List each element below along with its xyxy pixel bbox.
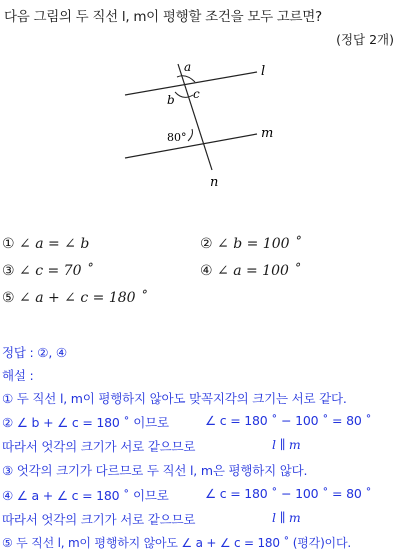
option-number: ③ (2, 263, 15, 279)
explanation-line: ② ∠ b + ∠ c = 180 ˚ 이므로 (2, 415, 169, 430)
option-text: ∠ c = 70 ˚ (19, 263, 93, 279)
label-c: c (193, 87, 200, 101)
geometry-figure (120, 55, 280, 195)
label-angle-80: 80° (167, 131, 187, 144)
line-n (178, 64, 212, 170)
angle-a-arc (177, 76, 195, 82)
option-text: ∠ a = 100 ˚ (217, 263, 301, 279)
angle-80-arc (188, 129, 193, 141)
explanation-line: ∠ c = 180 ˚ − 100 ˚ = 80 ˚ (205, 413, 372, 428)
explanation-label: 해설 : (2, 368, 34, 383)
option-number: ④ (200, 263, 213, 279)
option-4 (200, 263, 300, 279)
option-3 (2, 263, 93, 279)
option-number: ② (200, 236, 213, 252)
label-b: b (167, 93, 175, 107)
label-a: a (184, 60, 192, 74)
option-text: ∠ a = ∠ b (19, 236, 90, 252)
explanation-line: ⑤ 두 직선 l, m이 평행하지 않아도 ∠ a + ∠ c = 180 ˚ (평각)이다. (2, 536, 351, 550)
explanation-line: ④ ∠ a + ∠ c = 180 ˚ 이므로 (2, 488, 169, 503)
label-m: m (261, 126, 274, 141)
explanation-line: ③ 엇각의 크기가 다르므로 두 직선 l, m은 평행하지 않다. (2, 463, 308, 478)
option-text: ∠ b = 100 ˚ (217, 236, 301, 252)
option-2 (200, 236, 301, 252)
angle-bc-arc (175, 92, 193, 97)
label-l: l (261, 64, 266, 79)
question-text: 다음 그림의 두 직선 l, m이 평행할 조건을 모두 고르면? (4, 9, 322, 25)
option-1 (2, 236, 89, 252)
explanation-line: 따라서 엇각의 크기가 서로 같으므로 (2, 512, 196, 527)
explanation-line: l ∥ m (272, 510, 301, 525)
explanation-line: l ∥ m (272, 437, 301, 452)
option-text: ∠ a + ∠ c = 180 ˚ (19, 290, 147, 306)
answer-line: 정답 : ②, ④ (2, 345, 67, 360)
option-number: ① (2, 236, 15, 252)
explanation-line: ∠ c = 180 ˚ − 100 ˚ = 80 ˚ (205, 486, 372, 501)
line-l (125, 72, 257, 95)
answer-count-note: (정답 2개) (336, 32, 394, 47)
option-5 (2, 290, 147, 306)
option-number: ⑤ (2, 290, 15, 306)
label-n: n (210, 175, 219, 190)
explanation-line: 따라서 엇각의 크기가 서로 같으므로 (2, 439, 196, 454)
explanation-line: ① 두 직선 l, m이 평행하지 않아도 맞꼭지각의 크기는 서로 같다. (2, 391, 347, 406)
